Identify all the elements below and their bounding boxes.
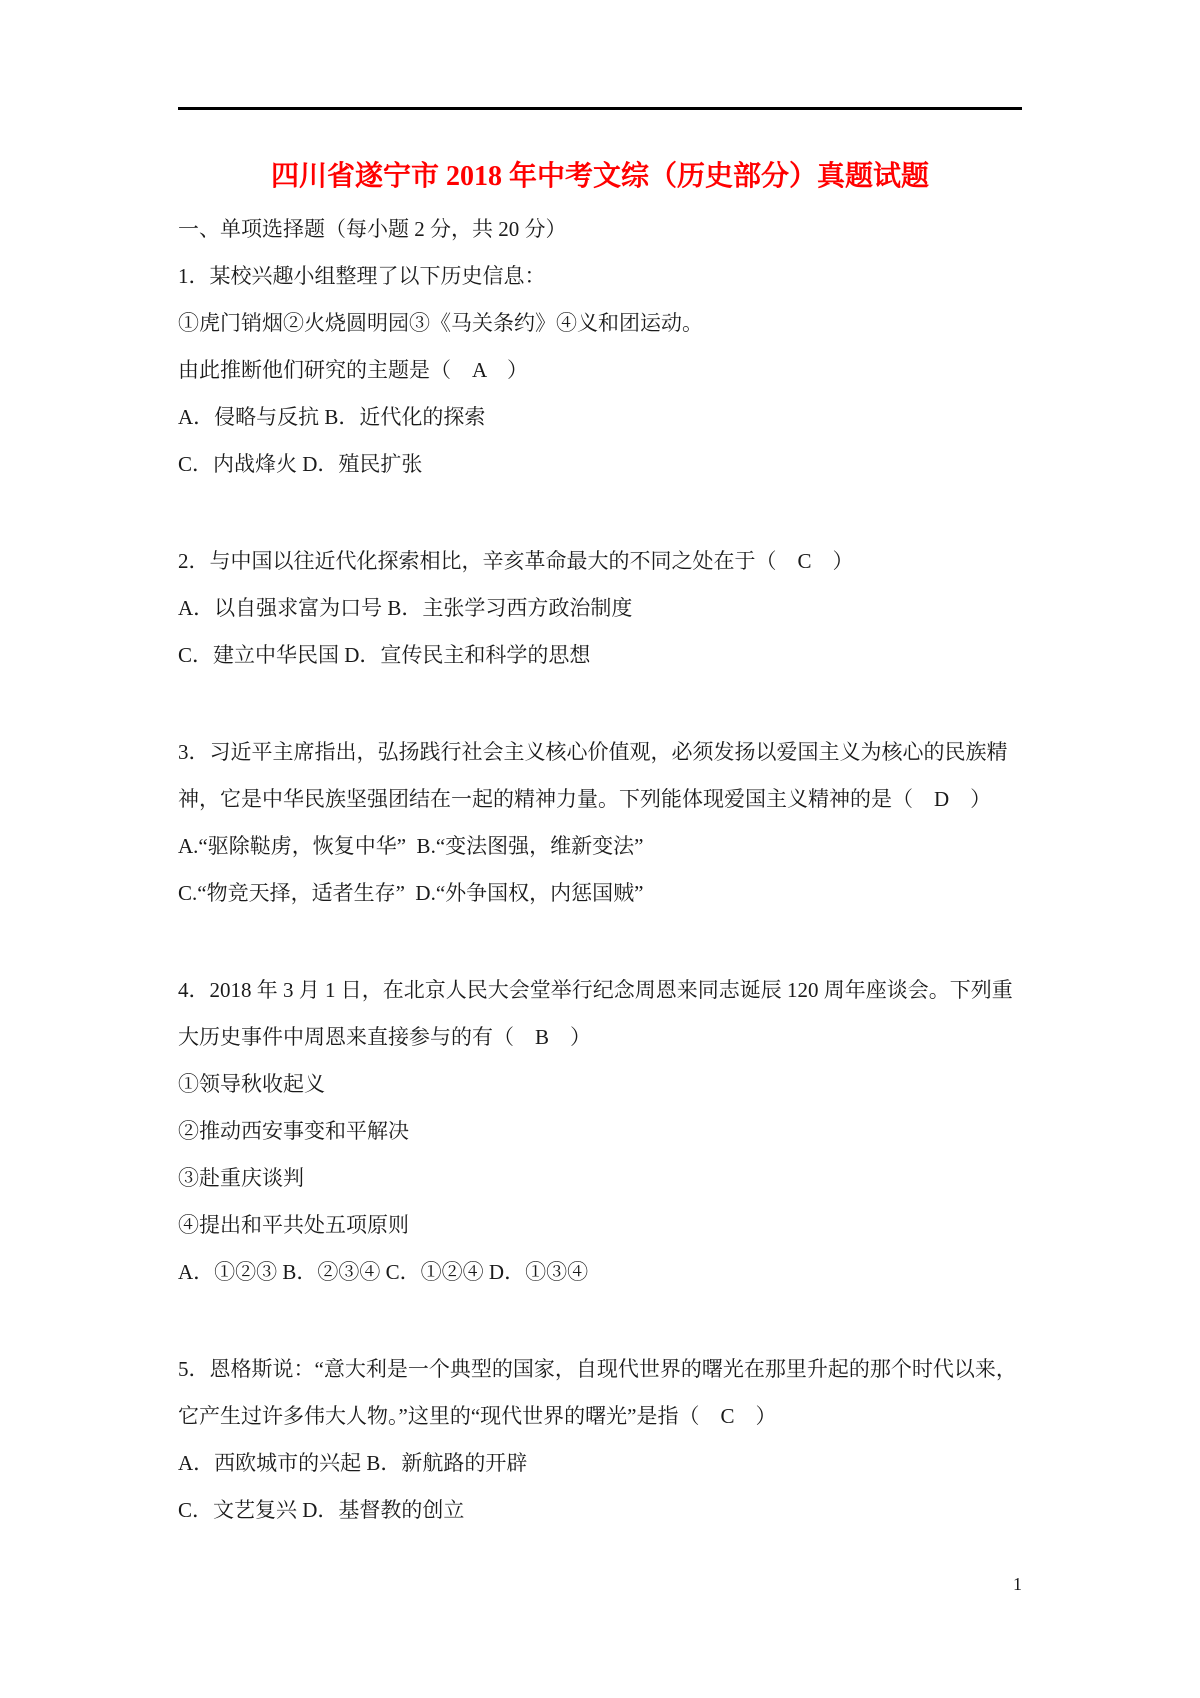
question-1 [178,253,1022,488]
question-5-stem-line-1: 5．恩格斯说：“意大利是一个典型的国家，自现代世界的曙光在那里升起的那个时代以来， [178,1357,1017,1381]
question-2-stem: 2．与中国以往近代化探索相比，辛亥革命最大的不同之处在于（ C ） [178,549,854,573]
question-4-item-4: ④提出和平共处五项原则 [178,1213,409,1237]
question-4-item-3: ③赴重庆谈判 [178,1166,304,1190]
page-number: 1 [1013,1574,1022,1594]
question-3-options-ab: A.“驱除鞑虏，恢复中华” B.“变法图强，维新变法” [178,834,644,858]
section-heading: 一、单项选择题（每小题 2 分，共 20 分） [178,217,567,241]
question-3-options-cd: C.“物竞天择，适者生存” D.“外争国权，内惩国贼” [178,881,644,905]
question-1-items: ①虎门销烟②火烧圆明园③《马关条约》④义和团运动。 [178,311,703,335]
question-3-stem-line-1: 3．习近平主席指出，弘扬践行社会主义核心价值观，必须发扬以爱国主义为核心的民族精 [178,740,1008,764]
question-4-item-2: ②推动西安事变和平解决 [178,1119,409,1143]
question-5-stem-line-2: 它产生过许多伟大人物。”这里的“现代世界的曙光”是指（ C ） [178,1404,777,1428]
question-3 [178,729,1022,917]
question-1-stem: 1．某校兴趣小组整理了以下历史信息： [178,264,546,288]
question-2-options-cd: C．建立中华民国 D．宣传民主和科学的思想 [178,643,591,667]
question-4-stem-line-1: 4．2018 年 3 月 1 日，在北京人民大会堂举行纪念周恩来同志诞辰 120 周年座谈会。下列重 [178,978,1013,1002]
question-5 [178,1346,1022,1534]
question-4-options-abcd: A．①②③ B．②③④ C．①②④ D．①③④ [178,1260,589,1284]
question-2-options-ab: A．以自强求富为口号 B．主张学习西方政治制度 [178,596,633,620]
question-list [178,253,1022,1534]
question-4 [178,967,1022,1296]
question-1-options-cd: C．内战烽火 D．殖民扩张 [178,452,423,476]
question-4-stem-line-2: 大历史事件中周恩来直接参与的有（ B ） [178,1025,592,1049]
question-5-options-cd: C．文艺复兴 D．基督教的创立 [178,1498,465,1522]
question-1-prompt: 由此推断他们研究的主题是（ A ） [178,358,529,382]
question-5-options-ab: A．西欧城市的兴起 B．新航路的开辟 [178,1451,528,1475]
question-1-options-ab: A．侵略与反抗 B．近代化的探索 [178,405,486,429]
question-4-item-1: ①领导秋收起义 [178,1072,325,1096]
document-title: 四川省遂宁市 2018 年中考文综（历史部分）真题试题 [270,161,929,192]
question-2 [178,538,1022,679]
document-content [178,0,1022,1534]
question-3-stem-line-2: 神，它是中华民族坚强团结在一起的精神力量。下列能体现爱国主义精神的是（ D ） [178,787,992,811]
